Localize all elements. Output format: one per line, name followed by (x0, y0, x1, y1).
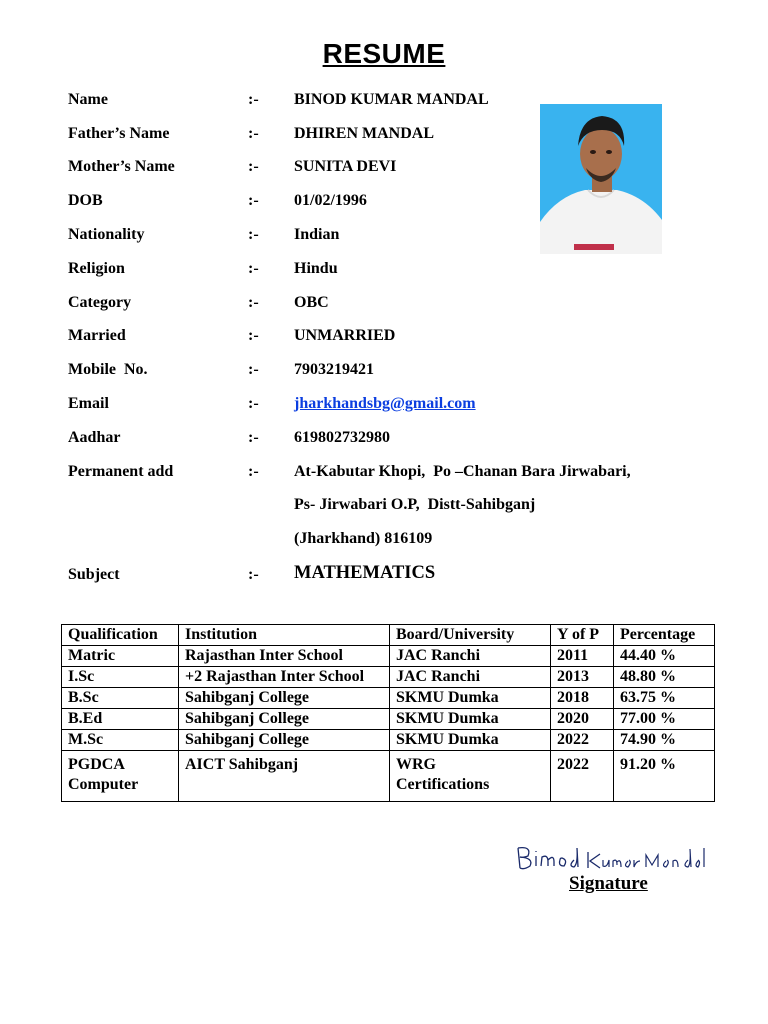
table-cell: +2 Rajasthan Inter School (179, 667, 390, 688)
table-cell: 63.75 % (614, 688, 715, 709)
field-value (294, 395, 476, 413)
table-cell (390, 751, 551, 802)
profile-photo (540, 104, 662, 254)
field-subject (0, 563, 768, 592)
field-value: 619802732980 (294, 429, 390, 446)
field-separator: :- (248, 327, 259, 344)
field-married (0, 327, 768, 353)
field-permanent-address (0, 463, 768, 489)
field-separator: :- (248, 226, 259, 243)
field-value: MATHEMATICS (294, 563, 436, 583)
table-cell: 2022 (551, 730, 614, 751)
field-label: DOB (68, 192, 103, 209)
table-cell: JAC Ranchi (390, 667, 551, 688)
education-table (61, 624, 715, 802)
field-value: DHIREN MANDAL (294, 125, 434, 142)
table-row (62, 646, 715, 667)
field-value: 01/02/1996 (294, 192, 367, 209)
field-separator: :- (248, 395, 259, 412)
table-cell: 2013 (551, 667, 614, 688)
field-separator: :- (248, 429, 259, 446)
header-cell: Institution (179, 625, 390, 646)
table-cell: Rajasthan Inter School (179, 646, 390, 667)
header-cell: Qualification (62, 625, 179, 646)
field-separator: :- (248, 158, 259, 175)
field-separator: :- (248, 260, 259, 277)
table-row (62, 667, 715, 688)
table-cell: 48.80 % (614, 667, 715, 688)
field-aadhar (0, 429, 768, 455)
header-cell: Percentage (614, 625, 715, 646)
table-cell: Matric (62, 646, 179, 667)
field-separator: :- (248, 91, 259, 108)
cell-line: WRG (396, 756, 436, 773)
table-cell: JAC Ranchi (390, 646, 551, 667)
table-row (62, 688, 715, 709)
field-separator: :- (248, 566, 259, 583)
field-label: Father’s Name (68, 125, 170, 142)
address-line-3 (0, 530, 768, 556)
table-cell: 2011 (551, 646, 614, 667)
field-label: Subject (68, 566, 120, 583)
field-label: Aadhar (68, 429, 121, 446)
table-row (62, 730, 715, 751)
field-label: Mother’s Name (68, 158, 175, 175)
field-value: UNMARRIED (294, 327, 396, 344)
table-cell: I.Sc (62, 667, 179, 688)
table-cell: 2020 (551, 709, 614, 730)
field-category (0, 294, 768, 320)
table-cell: SKMU Dumka (390, 730, 551, 751)
field-email (0, 395, 768, 421)
field-label: Email (68, 395, 109, 412)
table-cell: Sahibganj College (179, 688, 390, 709)
field-value: Indian (294, 226, 340, 243)
table-cell: Sahibganj College (179, 709, 390, 730)
field-value: (Jharkhand) 816109 (294, 530, 433, 547)
field-label: Mobile No. (68, 361, 148, 378)
field-label: Nationality (68, 226, 145, 243)
table-cell: Sahibganj College (179, 730, 390, 751)
table-cell: 44.40 % (614, 646, 715, 667)
table-row (62, 751, 715, 802)
field-value: At-Kabutar Khopi, Po –Chanan Bara Jirwabari, (294, 463, 631, 480)
field-separator: :- (248, 125, 259, 142)
field-separator: :- (248, 294, 259, 311)
table-cell: SKMU Dumka (390, 709, 551, 730)
table-cell: 77.00 % (614, 709, 715, 730)
person-icon (540, 104, 662, 254)
table-cell (62, 751, 179, 802)
handwritten-signature (508, 840, 708, 876)
field-value: BINOD KUMAR MANDAL (294, 91, 489, 108)
cell-line: Certifications (396, 776, 490, 793)
header-cell: Y of P (551, 625, 614, 646)
table-cell: M.Sc (62, 730, 179, 751)
field-value: OBC (294, 294, 329, 311)
field-label: Religion (68, 260, 125, 277)
address-line-2 (0, 496, 768, 522)
field-label: Category (68, 294, 132, 311)
table-cell: 2018 (551, 688, 614, 709)
field-value: SUNITA DEVI (294, 158, 397, 175)
table-cell: B.Ed (62, 709, 179, 730)
table-cell: AICT Sahibganj (179, 751, 390, 802)
table-cell: 2022 (551, 751, 614, 802)
email-link[interactable]: jharkhandsbg@gmail.com (294, 395, 476, 412)
header-cell: Board/University (390, 625, 551, 646)
field-separator: :- (248, 361, 259, 378)
table-header-row (62, 625, 715, 646)
field-separator: :- (248, 463, 259, 480)
table-cell: SKMU Dumka (390, 688, 551, 709)
signature-label: Signature (569, 873, 648, 894)
field-label: Married (68, 327, 126, 344)
field-mobile (0, 361, 768, 387)
field-label: Permanent add (68, 463, 174, 480)
cell-line: PGDCA (68, 756, 125, 773)
field-religion (0, 260, 768, 286)
field-label: Name (68, 91, 108, 108)
table-cell: 91.20 % (614, 751, 715, 802)
table-cell: B.Sc (62, 688, 179, 709)
field-value: Ps- Jirwabari O.P, Distt-Sahibganj (294, 496, 536, 513)
table-cell: 74.90 % (614, 730, 715, 751)
page-title: RESUME (322, 38, 446, 69)
cell-line: Computer (68, 776, 139, 793)
field-separator: :- (248, 192, 259, 209)
field-value: 7903219421 (294, 361, 374, 378)
table-row (62, 709, 715, 730)
field-value: Hindu (294, 260, 338, 277)
